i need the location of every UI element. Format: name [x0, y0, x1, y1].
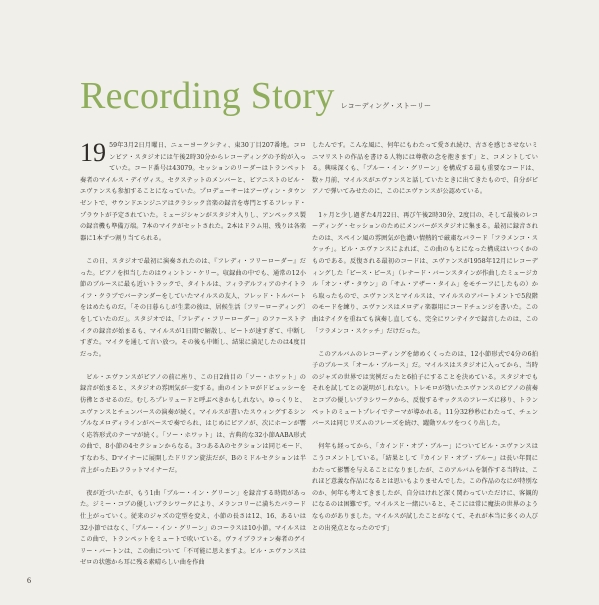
drop-cap: 19 [80, 138, 107, 167]
page-number: 6 [27, 576, 31, 585]
paragraph: 夜が近づいたが、もう1曲「ブルー・イン・グリーン」を録音する時間があった。ジミー・コブの優しいブラシワークにより、メランコリーに満ちたバラード仕上がっていく。従来のジャズの定型を変え、小節の長さは12、16、あるいは32小節ではなく、「ブルー・イン・グリーン」のコーラスは10小節。マイルスはこの曲で、トランペットをミュートで吹いている。ヴァイブラフォン奏者のゲイリー・バートンは、この曲について「不可能に思えますよ。ビル・エヴァンスはゼロの状態から耳に残る素晴らしい曲を作曲 [80, 489, 306, 567]
left-column [80, 140, 306, 569]
paragraph: 何年も経ってから、「カインド・オブ・ブルー」についてビル・エヴァンスはこうコメントしている。「結果として『カインド・オブ・ブルー』は長い年間にわたって影響を与えることになりましたが、このアルバムを制作する当時は、これほど意義な作品になるとは思いもよりませんでした。この作品のなにが特別なのか、何年も考えてきましたが、自分はけれど深く関わっていただけに、客観的になるのは困難です。マイルスと一緒にいると、そこには常に魔法の世界のようなものがありました。マイルスが試したことがなくて、それが本当に多くの人びとの出発点となったのです」 [312, 443, 538, 532]
paragraph: 1ヶ月と少し過ぎた4月22日、再び午後2時30分、2度目の、そして最後のレコーディング・セッションのためにメンバーがスタジオに集まる。最初に録音されたのは、スペイン風の雰囲気が色濃い情熱的で厳粛なバラード「フラメンコ・スケッチ」。ビル・エヴァンスによれば、この曲のもとになった構成はいつくかのものである。反復される最初のコードは、エヴァンスが1958年12月にレコーディングした「ピース・ピース」（レナード・バーンスタインが作曲したミュージカル「オン・ザ・タウン」の「サム・アザー・タイム」をモチーフにしたもの）から取ったもので、エヴァンスとマイルスは、マイルスのアパートメントで5段階のモードを練り、エヴァンスはメロディ楽器用にコードチェンジを書いた。この曲はテイクを重ねても演奏し直しても、完全にワンテイクで録音したのは、この「フラメンコ・スケッチ」だけだった。 [312, 211, 538, 335]
paragraph-text: 59年3月2日月曜日、ニューヨークシティ、東30丁目207番地。コロンビア・スタジオには午後2時30分からレコーディングの予約が入っていた。コード番号は43079。セッションのリーダーはトランペット奏者のマイルス・デイヴィス。セクステットのメンバーと、ピアニストのビル・エヴァンスも参加することになっていた。プロデューサーはアーヴィン・タウンゼントで、サウンドエンジニアはクラシック音楽の録音を専門とするフレッド・プラウトが予定されていた。ミュージシャンがスタジオ入りし、アンペックス製の録音機も準備万端。7本のマイクがセットされた。2本はドラム用、残りは各楽器に1本ずつ割り当てられる。 [80, 142, 306, 242]
heading [80, 74, 431, 118]
page-title: Recording Story [80, 75, 335, 117]
paragraph: したんです。こんな風に、何年にもわたって愛され続け、古さを感じさせないミニマリストの作品を書ける人物には尊敬の念を抱きます」と、コメントしている。興味深くも、「ブルー・イン・グリーン」を構成する最も重要なコードは、数ヶ月前、マイルスがエヴァンスと話していたときに出てきたもので、自分がピアノで弾いてみせたのに、このにエヴァンスが公認めている。 [312, 142, 538, 196]
paragraph [80, 140, 306, 244]
paragraph: この日、スタジオで最初に演奏されたのは、『フレディ・フリーローダー』だった。ピアノを担当したのはウィントン・ケリー。収録曲の中でも、通常の12小節のブルースに最も近いトラックで、タイトルは、フィラデルフィアのナイトライフ・クラブでバーテンダーをしていたマイルスの友人、フレッド・トルバートをはめたものだ。「その日暮らしが生業の彼は、居候生活〔フリーローディング〕をしていたのだ」。スタジオでは、「フレディ・フリーローダー」のファーストテイクの録音が始まるも、マイルスが1日間で解散し、ビートが速すぎて、中断しすぎた。マイクを通して言い放つ。その後も中断し、結果に満足したのは4度目だった。 [80, 257, 306, 358]
page-subtitle: レコーディング・ストーリー [340, 102, 431, 110]
paragraph: ビル・エヴァンスがピアノの前に座り、この日2曲目の「ソー・ホワット」の録音が始まると、スタジオの雰囲気が一変する。曲のイントロがドビュッシーを彷彿とさせるのだ。むしろプレリュードと呼ぶべきかもしれない。ゆっくりと、エヴァンスとチェンバースの演奏が続く。マイルスが書いたスウィングするシンプルなメロディラインがベースで奏でられ、はじめにピアノが、次にホーンが響く応答形式のテーマが続く。「ソー・ホワット」は、古典的な32小節AABA形式の曲で、8小節の4セクションからなる。3つあるAのセクションは同じモード、すなわち、Dマイナーに展開したドリアン旋法だが、Bのミドルセクションは半音上がったE♭フラットマイナーだ。 [80, 373, 306, 474]
right-column [312, 140, 538, 534]
paragraph: このアルバムのレコーディングを締めくくったのは、12小節形式で4分の6拍子のブルース「オール・ブルース」だ。マイルスはスタジオに入ってから、当時のジャズの世界では実例だったと6拍子にすることを決めている。スタジオでもそれを試してとの説明がしれない。トレモロが効いたエヴァンスのピアノの前奏とコブの優しいブラシワークから、反復するサックスのフレーズに移り、トランペットのミュートプレイでテーマが導かれる。11分32秒秒にわたって、チェンバースは同じリズムのフレーズを続け、躍動ワルツをつくり出した。 [312, 350, 538, 428]
